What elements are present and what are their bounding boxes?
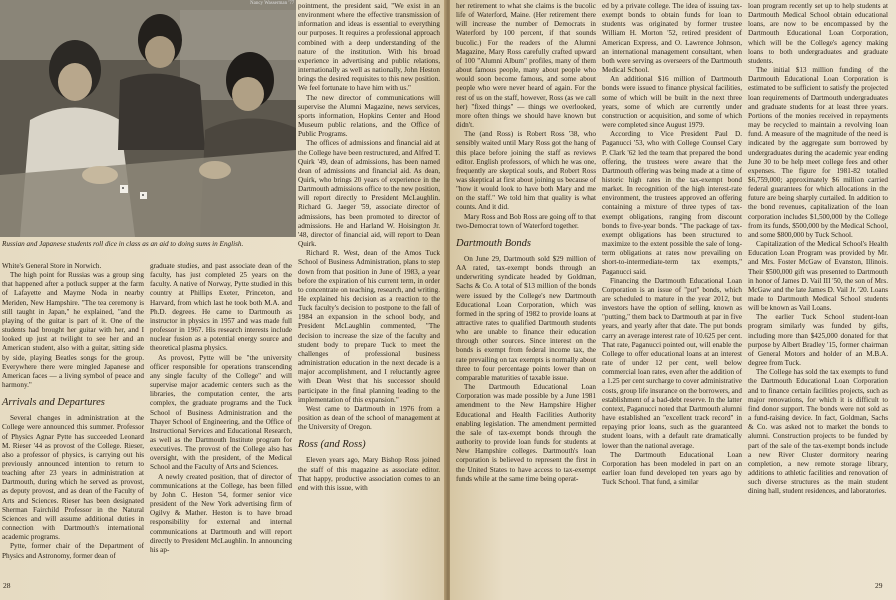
paragraph: The Dartmouth Educational Loan Corporation was made possible by a June 1981 amendment to the New Hampshire Higher Educational and Health Facilities Authority enabling legislation. The amendment permitted the sale of tax-exempt bonds through the authority to provide loan funds for students at New Hampshire colleges. Dartmouth's loan corporation is believed to represent the first in the United States to have access to tax-exempt funds while at the same time being operat- (456, 383, 596, 483)
paragraph: loan program recently set up to help students at Dartmouth Medical School obtain educational loans, are now to be encompassed by the Dartmouth Educational Loan Corporation, which will be the College's agency making loans to both undergraduates and graduate students. (748, 2, 888, 65)
right-column-3 (748, 2, 888, 496)
paragraph: The high point for Russias was a group sing that happened after a potluck supper at the farm of Lafayette and Mayme Noda in nearby Meriden, New Hampshire. "The tea ceremony is still taught in Japan," he explained, "and the playing of the guitar is part of it. One of the students had brought her guitar with her, and I looked up just at twilight to see her and an American student, also with a guitar, sitting side by side, playing Beatles songs for the group. Everywhere there were mingled Japanese and American faces — a living symbol of peace and harmony." (2, 271, 144, 390)
paragraph: Capitalization of the Medical School's Health Education Loan Program was provided by Mr. and Mrs. Foster McGaw of Evanston, Illinois. Their $500,000 gift was presented to Dartmouth in honor of James D. Vail III '50, the son of Mrs. McGaw and the late James D. Vail Jr. '20. Loans made to Dartmouth Medical School students will be known as Vail Loans. (748, 240, 888, 313)
paragraph: pointment, the president said, "We exist in an environment where the effective transmission of information and ideas is essential to everything our purposes. It requires a professional approach combined with a deep understanding of the nature of the institution. With his broad experience in advertising and public relations, internationally as well as nationally, John Heston brings the desired requisites to this new position. We feel fortunate to have him with us." (298, 2, 440, 93)
paragraph: The College has sold the tax exempts to fund the Dartmouth Educational Loan Corporation and to finance certain facilities projects, such as major renovations, for which it is difficult to find donor support. The bonds were not sold as a fund-raising device. In fact, Goldman, Sachs & Co. was asked not to market the bonds to alumni. Construction projects to be funded by part of the sale of the tax-exempt bonds include a new River Cluster dormitory nearing completion, a new remote storage library, additions to athletic facilities and renovation of such diverse structures as the main student dining hall, student residences, and laboratories. (748, 368, 888, 496)
paragraph: The offices of admissions and financial aid at the College have been restructured, and Alfred T. Quirk '49, dean of admissions, has been named dean of admissions and financial aid. As dean, Quirk, who brings 20 years of experience in the Dartmouth admissions office to the new position, will report directly to President McLaughlin. Richard G. Jaeger '59, associate director of admissions, has been promoted to director of admissions. He and Harland W. Hoisington Jr. '48, director of financial aid, will report to Dean Quirk. (298, 139, 440, 249)
paragraph: Richard R. West, dean of the Amos Tuck School of Business Administration, plans to step down from that position in June of 1983, a year before the expiration of his current term, in order to concentrate on teaching, research, and writing. He explained his decision as a reaction to the Tuck faculty's decision to postpone to the fall of 1984 an expansion in the school body, and President McLaughlin commented, "The decision to increase the size of the faculty and student body to prepare Tuck to meet the challenges of professional business administration education in the next decade is a major accomplishment, and I reluctantly agree with Dean West that his successor should participate in the final planning leading to the implementation of this expansion." (298, 249, 440, 404)
photo-illustration (0, 0, 296, 237)
page-number-right: 29 (875, 581, 883, 590)
left-column-2 (150, 262, 292, 555)
paragraph: Financing the Dartmouth Educational Loan Corporation is an issue of "put" bonds, which are scheduled to mature in the year 2012, but investors have the option of selling, known as "putting," them back to Dartmouth at par in five years, and yearly after that date. The put bonds carry an average interest rate of 10.625 per cent. That rate, Paganucci pointed out, will enable the College to offer educational loans at an interest rate of under 12 per cent, well below commercial loan rates, even after the addition of a 1.25 per cent surcharge to cover administrative costs, group life insurance on the borrowers, and establishment of a bad-debt reserve. In the latter context, Paganucci noted that Dartmouth alumni have established an "excellent track record" in repaying prior loans, such as the guaranteed student loans, with a default rate dramatically lower than the national average. (602, 276, 742, 450)
left-column-1 (2, 262, 144, 561)
paragraph: On June 29, Dartmouth sold $29 million of AA rated, tax-exempt bonds through an underwriting syndicate headed by Goldman, Sachs & Co. A total of $13 million of the bonds were issued by the College's new Dartmouth Educational Loan Corporation, which was formed in the spring of 1982 to provide loans at attractive rates to qualified Dartmouth students who are unable to finance their education through other sources. Since interest on the bonds is exempt from federal income tax, the rate prevailing on tax exempts is normally about three to four percentage points lower than on comparable maturities of taxable issue. (456, 254, 596, 382)
paragraph: Mary Ross and Bob Ross are going off to that two-Democrat town of Waterford together. (456, 212, 596, 230)
left-column-3 (298, 2, 440, 493)
paragraph: The new director of communications will supervise the Alumni Magazine, news services, sports information, Hopkins Center and Hood Museum public relations, and the Office of Public Programs. (298, 93, 440, 139)
paragraph: As provost, Pytte will be "the university officer responsible for operations transcending any single faculty of the College" and will supervise major academic centers such as the libraries, the computation center, the arts complex, the graduate programs and the Tuck School of Business Administration and the Thayer School of Engineering, and the Office of Instructional Services and Educational Research, as well as the Dartmouth Institute program for executives. The provost of the College also has oversight, with the president, of the Medical School and the Faculty of Arts and Sciences. (150, 353, 292, 472)
page-number-left: 28 (3, 581, 11, 590)
paragraph: Eleven years ago, Mary Bishop Ross joined the staff of this magazine as associate editor. That happy, productive association comes to an end with this issue, with (298, 456, 440, 492)
section-heading-ross: Ross (and Ross) (298, 439, 366, 451)
photo-credit: Nancy Wasserman '77 (250, 1, 295, 6)
paragraph: Several changes in administration at the College were announced this summer. Professor of Physics Agnar Pytte has succeeded Leonard M. Rieser '44 as provost of the College. Rieser, also a professor of physics, is carrying out his previously announced intention to return to teaching after 23 years in administration at Dartmouth, during which he served as provost, as deputy provost, and as dean of the Faculty of Arts and Sciences. Rieser has been designated Sherman Fairchild Professor in the Natural Sciences and will assume additional duties in connection with Dartmouth's international academic programs. (2, 414, 144, 542)
right-column-1 (456, 2, 596, 484)
paragraph: An additional $16 million of Dartmouth bonds were issued to finance physical facilities, some of which will be built in the next three years, some of which are currently under construction or acquisition, and some of which were completed since August 1979. (602, 75, 742, 130)
paragraph: The Dartmouth Educational Loan Corporation has been modeled in part on an earlier loan fund developed ten years ago by Tuck School. That fund, a similar (602, 450, 742, 487)
paragraph: Pytte, former chair of the Department of Physics and Astronomy, former dean of (2, 542, 144, 560)
paragraph: graduate studies, and past associate dean of the faculty, has just completed 25 years on the faculty. A native of Norway, Pytte studied in this country at Phillips Exeter, Princeton, and Harvard, from which last he took both M.A. and Ph.D. degrees. He came to Dartmouth as instructor in physics in 1957 and was made full professor in 1967. His research interests include nuclear fusion as a potential energy source and theoretical plasma physics. (150, 262, 292, 353)
paragraph: The (and Ross) is Robert Ross '38, who sensibly waited until Mary Ross got the hang of this place before joining the staff as reviews editor. English professors, of which he was one, frequently are skeptical souls, and Robert Ross was skeptical at first about joining us because of "how it would look to have both Mary and me on the staff." We told him that quality is what counts. And it did. (456, 130, 596, 212)
paragraph: West came to Dartmouth in 1976 from a position as dean of the school of management at the University of Oregon. (298, 404, 440, 432)
paragraph: White's General Store in Norwich. (2, 262, 102, 270)
paragraph: According to Vice President Paul D. Paganucci '53, who with College Counsel Cary P. Clark '62 led the team that prepared the bond offering, the trustees were aware that the Dartmouth offering was being made at a time of historic high rates in the tax-exempt bond market. In recognition of the high interest-rate environment, the trustees approved an offering containing a mixture of three types of tax-exempt obligations, ranging from discount bonds to five-year bonds. "The package of tax-exempt obligations has been structured to maximize to the extent possible the sale of long-term obligations at rates now prevailing on short-to-intermediate-term tax exempts," Paganucci said. (602, 130, 742, 276)
section-heading-bonds: Dartmouth Bonds (456, 237, 531, 249)
paragraph: The initial $13 million funding of the Dartmouth Educational Loan Corporation is estimated to be sufficient to satisfy the projected loan requirements of Dartmouth undergraduates and graduate students for at least three years. Portions of the monies received in repayments may be recycled to maintain a revolving loan fund. A measure of the magnitude of the need is indicated by the aggregate sum borrowed by undergraduates during the academic year ending June 30 to be help meet college fees and other expenses. The figure for 1981-82 totalled $6,759,000; approximately $6 million carried federal guarantees for which allocations in the future are being sharply curtailed. In addition to the bond revenues, capitalization of the loan corporation includes $1,500,000 by the College from its funds, $500,000 by the Medical School, and some $800,000 by Tuck School. (748, 66, 888, 239)
paragraph: her retirement to what she claims is the bucolic life of Waterford, Maine. (Her retirement there will increase the number of Democrats in Waterford by 100 percent, if that sounds bucolic.) For the readers of the Alumni Magazine, Mary Ross carefully crafted upward of 100 "Alumni Album" profiles, many of them about famous people, many about people who would soon become famous, and some about people who were never heard of again. For the rest of us on the staff, however, Ross (as we call her) "fixed things" — things we overlooked, more often things we should have known but didn't. (456, 2, 596, 130)
paragraph: A newly created position, that of director of communications at the College, has been filled by John C. Heston '54, former senior vice president of the New York advertising firm of Ogilvy & Mather. Heston is to have broad responsibility for external and internal communications at Dartmouth and will report directly to President McLaughlin. In announcing his ap- (150, 472, 292, 554)
classroom-photo (0, 0, 296, 237)
right-column-2 (602, 2, 742, 487)
paragraph: The earlier Tuck School student-loan program similarly was funded by gifts, including more than $425,000 donated for that purpose by Albert Bradley '15, former chairman of General Motors and holder of an M.B.A. degree from Tuck. (748, 313, 888, 368)
photo-caption: Russian and Japanese students roll dice in class as an aid to doing sums in English. (2, 240, 244, 248)
right-page (450, 0, 896, 600)
paragraph: ed by a private college. The idea of issuing tax-exempt bonds to obtain funds for loan to students was originated by former trustee William H. Morton '52, retired president of American Express, and O. Lawrence Johnson, an international management consultant, when both were serving as overseers of the Dartmouth Medical School. (602, 2, 742, 75)
section-heading-arrivals: Arrivals and Departures (2, 397, 105, 409)
left-page (0, 0, 446, 600)
